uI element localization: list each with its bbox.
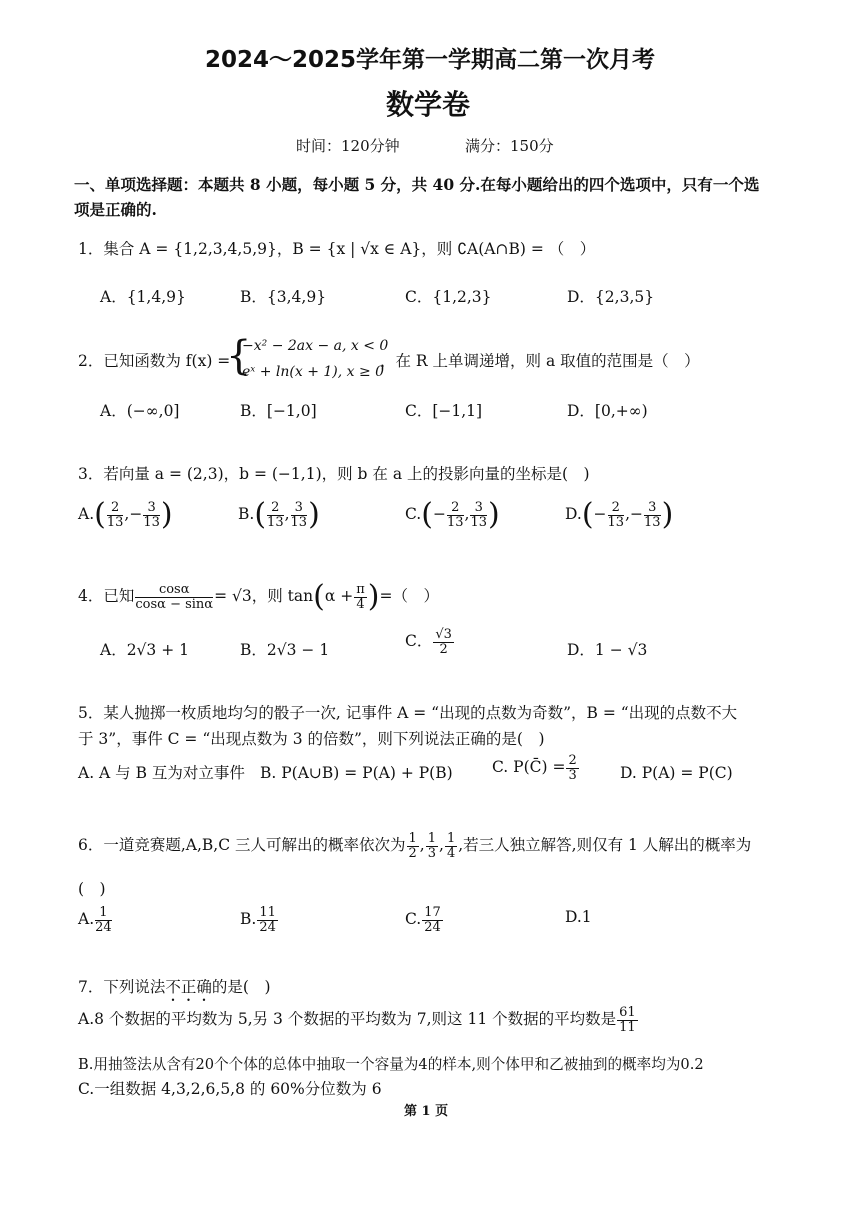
q5-option-c-numerator: 2	[568, 753, 577, 768]
q4-option-c	[405, 628, 455, 656]
q6-option-a-denominator: 24	[95, 919, 112, 935]
piecewise-brace: {	[226, 333, 252, 379]
q3-denominator: 13	[290, 514, 308, 530]
q6-option-b-label: B.	[240, 910, 257, 929]
q5-option-a: A. A 与 B 互为对立事件	[78, 764, 245, 782]
q7-option-a-text: A.8 个数据的平均数为 5,另 3 个数据的平均数为 7,则这 11 个数据的平均数是	[78, 1010, 617, 1029]
q4-arg-denominator: 4	[356, 596, 365, 612]
q3-denominator: 13	[446, 514, 464, 530]
q6-option-b-denominator: 24	[259, 919, 276, 935]
q3-numerator: 2	[267, 501, 284, 516]
q4-option-c-label: C．	[405, 632, 433, 651]
q3-fraction	[447, 501, 464, 529]
q4-option-a: A．2√3 + 1	[100, 641, 189, 659]
q6-option-a-numerator: 1	[95, 906, 112, 921]
q6-option-a-fraction	[95, 906, 112, 934]
q5-option-c-denominator: 3	[568, 767, 577, 783]
q4-prefix: 4．已知	[78, 587, 135, 605]
q3-fraction	[644, 501, 661, 529]
q6-fraction-3	[445, 832, 457, 860]
q4-option-c-fraction	[433, 628, 454, 656]
q3-numerator: 2	[107, 501, 124, 516]
q6-prefix: 6．一道竞赛题,A,B,C 三人可解出的概率依次为	[78, 836, 406, 855]
q6-fraction-1	[407, 832, 419, 860]
q3-denominator: 13	[143, 514, 160, 530]
question-6: 6．一道竞赛题,A,B,C 三人可解出的概率依次为 $\frac{1}{2}$ , $\frac{1}{3}$ , $\frac{1}{4}$ ,若三人独立解答,则仅有 1 人解出的概率为	[78, 831, 752, 861]
q4-suffix: =（ ）	[379, 587, 439, 605]
q3-denominator: 13	[470, 514, 487, 530]
q3-fraction	[291, 501, 308, 529]
q4-option-c-numerator: √3	[435, 627, 452, 642]
paren-right: )	[160, 497, 173, 532]
q3-option-label: C.	[405, 505, 422, 523]
q6-option-a-label: A.	[78, 910, 95, 929]
q4-option-c-denominator: 2	[439, 641, 448, 657]
q3-denominator: 13	[644, 514, 661, 530]
q6-option-b	[240, 906, 279, 934]
q3-numerator: 3	[470, 501, 487, 516]
paren-right: )	[367, 579, 380, 614]
q4-mid: = √3，则 tan	[214, 587, 314, 605]
q6-option-a	[78, 906, 113, 934]
q7-emphasis: 不正确	[165, 978, 212, 996]
question-5-line2: 于 3”，事件 C = “出现点数为 3 的倍数”，则下列说法正确的是( )	[78, 730, 545, 748]
paren-right: )	[487, 497, 500, 532]
q3-option-d: D.(− $\frac{2}{13}$ ,− $\frac{3}{13}$ )	[565, 497, 674, 532]
q5-option-c-label: C. P(C̄) =	[492, 758, 566, 777]
q3-fraction	[143, 501, 160, 529]
q6-option-c	[405, 906, 444, 934]
q3-numerator: 2	[608, 501, 625, 516]
q2-case-1: −x² − 2ax − a, x < 0	[242, 338, 389, 354]
q6-option-c-label: C.	[405, 910, 422, 929]
q3-option-label: D.	[565, 505, 582, 523]
q6-option-c-denominator: 24	[424, 919, 441, 935]
q7-option-a	[78, 1006, 639, 1034]
q4-arg-numerator: π	[356, 581, 365, 597]
q3-fraction	[267, 501, 284, 529]
q3-option-label: B.	[238, 505, 255, 523]
q5-option-c-fraction	[566, 754, 578, 782]
q2-option-b: B．[−1,0]	[240, 402, 317, 420]
q2-option-c: C．[−1,1]	[405, 402, 483, 420]
q4-denominator: cosα − sinα	[135, 596, 214, 612]
q4-option-b: B．2√3 − 1	[240, 641, 330, 659]
q3-sign: −	[129, 505, 143, 523]
q6-suffix: ,若三人独立解答,则仅有 1 人解出的概率为	[458, 836, 752, 855]
question-5-line1: 5．某人抛掷一枚质地均匀的骰子一次, 记事件 A = “出现的点数为奇数”，B = “出现的点数不大	[78, 704, 738, 722]
q3-sign: −	[593, 505, 607, 523]
q7-prefix: 7．下列说法	[78, 978, 166, 996]
page-number: 第 1 页	[404, 1104, 449, 1119]
q6-fraction-2	[426, 832, 438, 860]
q4-arg: α +	[324, 587, 354, 605]
question-2-prefix: 2．已知函数为 f(x) =	[78, 352, 231, 370]
q5-option-c	[492, 754, 580, 782]
section-heading: 一、单项选择题：本题共 8 小题，每小题 5 分，共 40 分.在每小题给出的四个选项中，只有一个选	[74, 175, 760, 194]
paren-left: (	[254, 497, 267, 532]
q3-fraction	[608, 501, 625, 529]
q1-option-d: D．{2,3,5}	[567, 288, 655, 306]
question-7	[78, 978, 271, 1005]
q3-option-a: A.( $\frac{2}{13}$ ,− $\frac{3}{13}$ )	[78, 497, 173, 532]
q6-option-c-fraction	[422, 906, 443, 934]
paren-left: (	[581, 497, 594, 532]
question-2-suffix: ，在 R 上单调递增，则 a 取值的范围是（ ）	[380, 352, 700, 370]
paren-left: (	[421, 497, 433, 532]
q7-suffix: 的是( )	[211, 978, 271, 996]
q3-sign: −	[630, 505, 644, 523]
q1-option-a: A．{1,4,9}	[100, 288, 186, 306]
q3-numerator: 3	[291, 501, 308, 516]
q1-option-c: C．{1,2,3}	[405, 288, 492, 306]
q6-option-d: D.1	[565, 908, 592, 926]
paren-right: )	[308, 497, 320, 532]
section-heading-cont: 项是正确的.	[74, 200, 157, 219]
q6-f3-denominator: 4	[446, 845, 456, 861]
q3-option-b: B.( $\frac{2}{13}$ , $\frac{3}{13}$ )	[238, 497, 320, 532]
q6-option-c-numerator: 17	[424, 905, 441, 920]
q6-answer-paren: ( )	[78, 880, 106, 898]
q6-option-b-numerator: 11	[259, 905, 276, 920]
q6-f1-denominator: 2	[408, 845, 417, 861]
q6-option-b-fraction	[257, 906, 278, 934]
exam-score: 满分：150分	[465, 137, 554, 155]
q5-option-d: D. P(A) = P(C)	[620, 764, 733, 782]
exam-subtitle: 数学卷	[386, 88, 471, 121]
q3-denominator: 13	[607, 514, 625, 530]
q1-option-b: B．{3,4,9}	[240, 288, 327, 306]
q4-arg-fraction	[354, 583, 367, 611]
q3-numerator: 2	[447, 501, 464, 516]
q4-option-d: D．1 − √3	[567, 641, 648, 659]
exam-time: 时间：120分钟	[296, 137, 400, 155]
q4-numerator: cosα	[135, 583, 213, 598]
q3-denominator: 13	[267, 514, 284, 530]
q6-f2-denominator: 3	[427, 845, 437, 861]
q6-f2-numerator: 1	[427, 831, 437, 846]
q3-option-label: A.	[78, 505, 95, 523]
q3-numerator: 3	[143, 501, 160, 516]
q7-option-c: C.一组数据 4,3,2,6,5,8 的 60%分位数为 6	[78, 1080, 382, 1098]
q3-fraction	[107, 501, 124, 529]
q6-f1-numerator: 1	[408, 831, 417, 846]
q6-f3-numerator: 1	[446, 831, 456, 846]
q7-option-b: B.用抽签法从含有20个个体的总体中抽取一个容量为4的样本,则个体甲和乙被抽到的概率均为0.2	[78, 1056, 704, 1073]
paren-left: (	[94, 497, 106, 532]
question-4	[78, 579, 439, 614]
q3-denominator: 13	[106, 514, 124, 530]
q3-sign: −	[432, 505, 446, 523]
paren-left: (	[313, 579, 325, 614]
q5-option-b: B. P(A∪B) = P(A) + P(B)	[260, 764, 453, 782]
question-3: 3．若向量 a = (2,3)，b = (−1,1)，则 b 在 a 上的投影向量的坐标是( )	[78, 465, 590, 483]
q7-option-a-denominator: 11	[619, 1019, 636, 1035]
q3-numerator: 3	[644, 501, 661, 516]
q3-option-c: C.(− $\frac{2}{13}$ , $\frac{3}{13}$ )	[405, 497, 500, 532]
exam-title: 2024～2025学年第一学期高二第一次月考	[205, 47, 656, 73]
q7-option-a-numerator: 61	[619, 1005, 636, 1020]
q2-option-d: D．[0,+∞)	[567, 402, 648, 420]
q2-case-2: eˣ + ln(x + 1), x ≥ 0	[242, 364, 385, 380]
q7-option-a-fraction	[617, 1006, 638, 1034]
q4-fraction	[135, 583, 213, 611]
q2-option-a: A．(−∞,0]	[100, 402, 180, 420]
question-1: 1．集合 A = {1,2,3,4,5,9}，B = {x | √x ∈ A}，则 ∁A(A∩B) = （ ）	[78, 240, 596, 258]
paren-right: )	[661, 497, 674, 532]
q3-fraction	[470, 501, 487, 529]
